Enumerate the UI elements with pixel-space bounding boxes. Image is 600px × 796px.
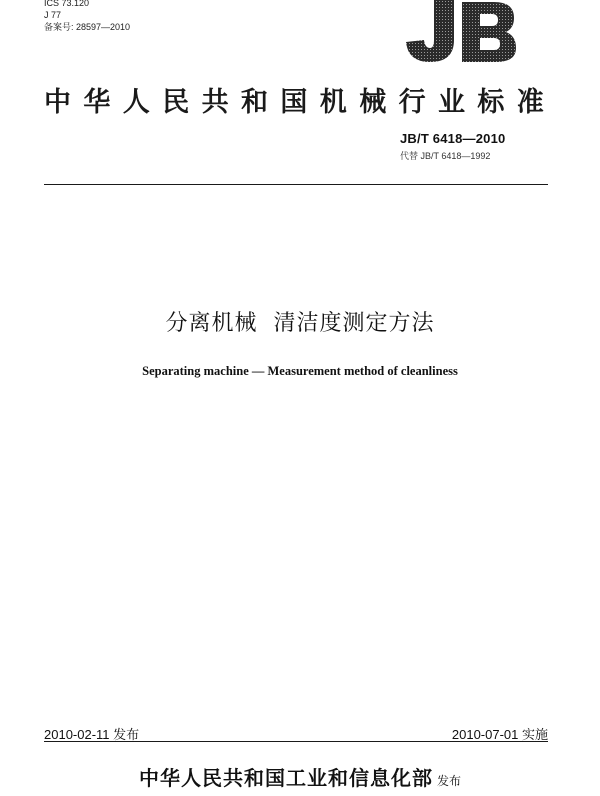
issuer-line	[0, 762, 600, 791]
standard-category-title: 中华人民共和国机械行业标准	[44, 87, 557, 118]
standard-number: JB/T 6418—2010	[400, 131, 506, 146]
issuer-suffix: 发布	[436, 774, 461, 788]
issuing-authority: 中华人民共和国工业和信息化部	[138, 766, 433, 790]
issue-date: 2010-02-11 发布	[44, 727, 140, 742]
implementation-date: 2010-07-01 实施	[451, 727, 548, 742]
ics-code: ICS 73.120	[44, 0, 90, 8]
classification-code: J 77	[44, 10, 62, 20]
replaces-standard: 代替 JB/T 6418—1992	[400, 151, 491, 161]
jb-logo	[402, 0, 518, 64]
bottom-divider	[44, 741, 548, 742]
document-title-chinese: 分离机械 清洁度测定方法	[165, 311, 435, 336]
record-number: 备案号: 28597—2010	[44, 22, 131, 32]
document-title-english: Separating machine — Measurement method of cleanliness	[142, 364, 458, 378]
top-divider	[44, 184, 548, 185]
